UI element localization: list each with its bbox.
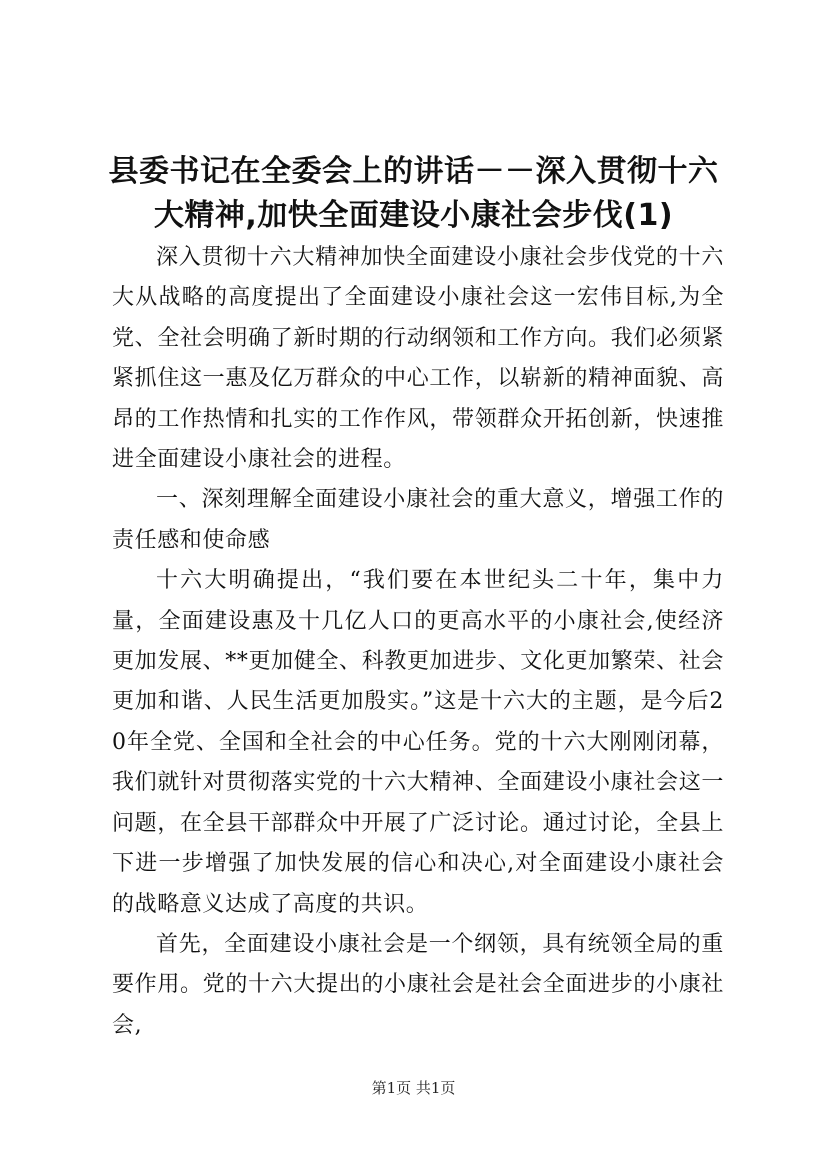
paragraph-intro: 深入贯彻十六大精神加快全面建设小康社会步伐党的十六大从战略的高度提出了全面建设小康社会这一宏伟目标,为全党、全社会明确了新时期的行动纲领和工作方向。我们必须紧紧抓住这一惠及亿万群众的中心工作，以崭新的精神面貌、高昂的工作热情和扎实的工作作风，带领群众开拓创新，快速推进全面建设小康社会的进程。 [112,245,724,473]
paragraph-sixteenth-congress: 十六大明确提出，“我们要在本世纪头二十年，集中力量，全面建设惠及十几亿人口的更高水平的小康社会,使经济更加发展、**更加健全、科教更加进步、文化更加繁荣、社会更加和谐、人民生活更加殷实。”这是十六大的主题，是今后20年全党、全国和全社会的中心任务。党的十六大刚刚闭幕，我们就针对贯彻落实党的十六大精神、全面建设小康社会这一问题，在全县干部群众中开展了广泛讨论。通过讨论，全县上下进一步增强了加快发展的信心和决心,对全面建设小康社会的战略意义达成了高度的共识。 [112,568,724,917]
paragraph-first-point: 首先，全面建设小康社会是一个纲领，具有统领全局的重要作用。党的十六大提出的小康社会是社会全面进步的小康社会, [112,931,724,1038]
document-body [112,238,724,1046]
document-title: 县委书记在全委会上的讲话－－深入贯彻十六大精神,加快全面建设小康社会步伐(1) [108,154,719,233]
section-heading-1: 一、深刻理解全面建设小康社会的重大意义，增强工作的责任感和使命感 [112,487,724,553]
page-number-footer: 第1页 共1页 [371,1079,456,1097]
